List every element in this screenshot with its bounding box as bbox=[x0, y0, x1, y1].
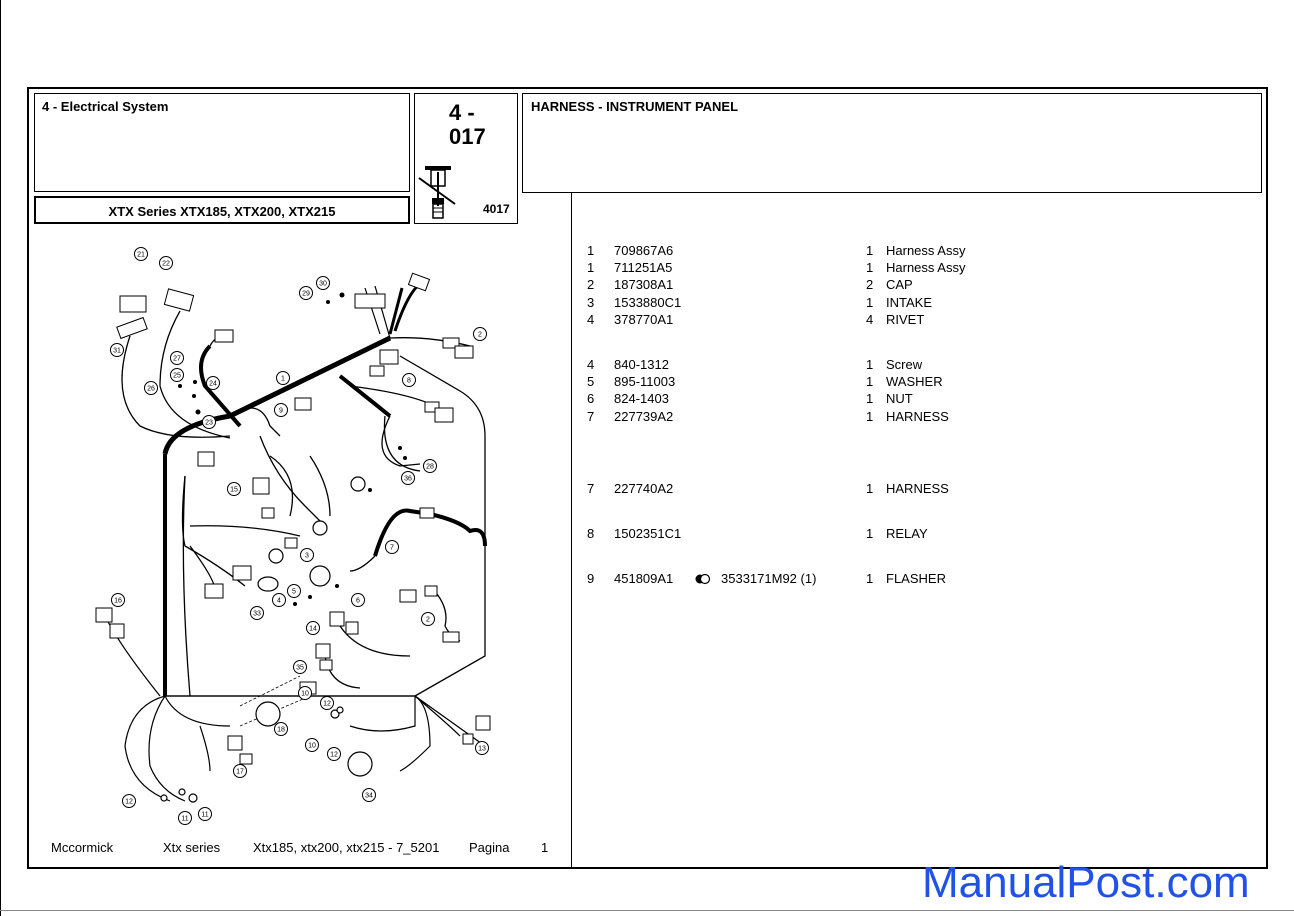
svg-text:17: 17 bbox=[236, 768, 244, 776]
svg-text:35: 35 bbox=[296, 664, 304, 672]
svg-text:23: 23 bbox=[205, 419, 213, 427]
page-bottom-edge bbox=[0, 910, 1294, 911]
svg-text:10: 10 bbox=[308, 742, 316, 750]
svg-text:30: 30 bbox=[319, 280, 327, 288]
svg-text:6: 6 bbox=[356, 597, 360, 605]
page-left-edge bbox=[0, 0, 1, 916]
part-ref: 9 bbox=[587, 571, 595, 586]
svg-text:9: 9 bbox=[279, 407, 283, 415]
series-title: XTX Series XTX185, XTX200, XTX215 bbox=[108, 204, 336, 219]
footer-models: Xtx185, xtx200, xtx215 - 7_5201 bbox=[253, 840, 440, 855]
parts-row bbox=[587, 526, 1007, 543]
svg-text:1: 1 bbox=[281, 375, 285, 383]
svg-text:18: 18 bbox=[277, 726, 285, 734]
parts-row bbox=[587, 243, 1007, 260]
part-qty: 1 bbox=[866, 481, 874, 496]
part-number: 840-1312 bbox=[614, 357, 669, 372]
svg-text:22: 22 bbox=[162, 260, 170, 268]
svg-text:3: 3 bbox=[305, 552, 309, 560]
part-number: 709867A6 bbox=[614, 243, 674, 258]
watermark[interactable]: ManualPost.com bbox=[922, 858, 1250, 907]
part-ref: 6 bbox=[587, 391, 595, 406]
part-number: 187308A1 bbox=[614, 277, 674, 292]
parts-row bbox=[587, 409, 1007, 426]
part-ref: 2 bbox=[587, 277, 595, 292]
svg-text:2: 2 bbox=[478, 331, 482, 339]
part-qty: 4 bbox=[866, 312, 874, 327]
parts-row bbox=[587, 571, 1007, 588]
svg-text:14: 14 bbox=[309, 625, 317, 633]
parts-row bbox=[587, 481, 1007, 498]
part-description: INTAKE bbox=[886, 295, 932, 310]
part-qty: 1 bbox=[866, 357, 874, 372]
svg-text:31: 31 bbox=[113, 347, 121, 355]
svg-text:5: 5 bbox=[292, 588, 296, 596]
svg-text:28: 28 bbox=[426, 463, 434, 471]
part-ref: 1 bbox=[587, 243, 595, 258]
footer-page-label: Pagina bbox=[469, 840, 510, 855]
svg-text:36: 36 bbox=[404, 475, 412, 483]
wiring-diagram bbox=[30, 226, 550, 826]
svg-text:24: 24 bbox=[209, 380, 217, 388]
part-number: 378770A1 bbox=[614, 312, 674, 327]
part-ref: 7 bbox=[587, 481, 595, 496]
part-description: HARNESS bbox=[886, 409, 949, 424]
part-qty: 1 bbox=[866, 260, 874, 275]
parts-row bbox=[587, 391, 1007, 408]
part-description: CAP bbox=[886, 277, 913, 292]
section-title: 4 - Electrical System bbox=[42, 99, 169, 114]
parts-row bbox=[587, 312, 1007, 329]
section-box bbox=[34, 93, 410, 192]
part-qty: 1 bbox=[866, 526, 874, 541]
svg-text:10: 10 bbox=[301, 690, 309, 698]
footer-brand: Mccormick bbox=[51, 840, 114, 855]
column-divider bbox=[571, 193, 572, 868]
title-box bbox=[522, 93, 1262, 193]
footer-series: Xtx series bbox=[163, 840, 221, 855]
part-description: Harness Assy bbox=[886, 243, 966, 258]
part-description: RIVET bbox=[886, 312, 925, 327]
svg-text:33: 33 bbox=[253, 610, 261, 618]
part-number: 824-1403 bbox=[614, 391, 669, 406]
parts-row bbox=[587, 357, 1007, 374]
part-symbol-icon bbox=[417, 162, 465, 222]
footer-page-number: 1 bbox=[541, 840, 549, 855]
part-number: 895-11003 bbox=[614, 374, 676, 389]
page-title: HARNESS - INSTRUMENT PANEL bbox=[531, 99, 739, 114]
part-description: WASHER bbox=[886, 374, 943, 389]
svg-text:2: 2 bbox=[426, 616, 430, 624]
part-ref: 4 bbox=[587, 312, 595, 327]
svg-text:15: 15 bbox=[230, 486, 238, 494]
part-ref: 5 bbox=[587, 374, 595, 389]
svg-text:4: 4 bbox=[277, 597, 281, 605]
part-ref: 1 bbox=[587, 260, 595, 275]
part-qty: 1 bbox=[866, 243, 874, 258]
svg-text:21: 21 bbox=[137, 251, 145, 259]
part-qty: 1 bbox=[866, 295, 874, 310]
part-qty: 1 bbox=[866, 391, 874, 406]
part-number: 227739A2 bbox=[614, 409, 674, 424]
part-description: Screw bbox=[886, 357, 923, 372]
ref-number: 4017 bbox=[483, 202, 510, 216]
part-qty: 1 bbox=[866, 571, 874, 586]
part-description: NUT bbox=[886, 391, 913, 406]
parts-row bbox=[587, 277, 1007, 294]
svg-text:8: 8 bbox=[407, 377, 411, 385]
page-code-line1: 4 - bbox=[449, 100, 475, 125]
part-number: 1502351C1 bbox=[614, 526, 682, 541]
page-code-box bbox=[414, 93, 518, 224]
svg-text:7: 7 bbox=[390, 544, 394, 552]
part-ref: 3 bbox=[587, 295, 595, 310]
alt-part-icon bbox=[695, 573, 711, 585]
part-description: FLASHER bbox=[886, 571, 946, 586]
svg-text:13: 13 bbox=[478, 745, 486, 753]
part-number: 451809A1 bbox=[614, 571, 674, 586]
parts-row bbox=[587, 260, 1007, 277]
part-number: 711251A5 bbox=[614, 260, 673, 275]
svg-text:11: 11 bbox=[201, 811, 209, 819]
part-ref: 8 bbox=[587, 526, 595, 541]
svg-text:12: 12 bbox=[330, 751, 338, 759]
svg-text:29: 29 bbox=[302, 290, 310, 298]
svg-text:12: 12 bbox=[323, 700, 331, 708]
svg-text:12: 12 bbox=[125, 798, 133, 806]
svg-text:16: 16 bbox=[114, 597, 122, 605]
series-box bbox=[34, 196, 410, 224]
part-qty: 2 bbox=[866, 277, 874, 292]
part-description: HARNESS bbox=[886, 481, 949, 496]
part-qty: 1 bbox=[866, 374, 874, 389]
svg-text:11: 11 bbox=[181, 815, 189, 823]
svg-text:27: 27 bbox=[173, 355, 181, 363]
svg-text:25: 25 bbox=[173, 372, 181, 380]
parts-row bbox=[587, 295, 1007, 312]
svg-text:26: 26 bbox=[147, 385, 155, 393]
part-description: RELAY bbox=[886, 526, 928, 541]
svg-text:34: 34 bbox=[365, 792, 373, 800]
parts-row bbox=[587, 374, 1007, 391]
part-qty: 1 bbox=[866, 409, 874, 424]
page-code-line2: 017 bbox=[449, 124, 486, 149]
alt-part-number: 3533171M92 (1) bbox=[721, 571, 817, 586]
part-ref: 7 bbox=[587, 409, 595, 424]
part-number: 1533880C1 bbox=[614, 295, 682, 310]
part-number: 227740A2 bbox=[614, 481, 674, 496]
part-ref: 4 bbox=[587, 357, 595, 372]
part-description: Harness Assy bbox=[886, 260, 966, 275]
